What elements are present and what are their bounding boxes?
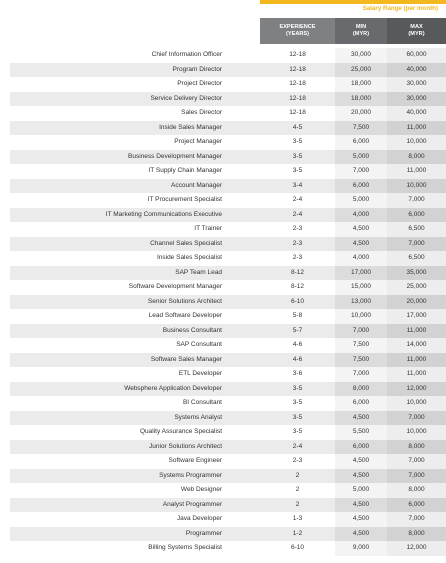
experience-years: 1-3 xyxy=(292,515,303,522)
max-salary: 8,000 xyxy=(387,150,446,165)
experience-years: 3-5 xyxy=(292,167,303,174)
job-title: Project Director xyxy=(177,80,222,87)
min-salary: 5,000 xyxy=(335,193,387,208)
min-salary: 4,500 xyxy=(335,222,387,237)
job-title: Business Development Manager xyxy=(128,152,222,160)
experience-years: 2-3 xyxy=(292,254,303,261)
max-salary: 11,000 xyxy=(387,324,446,339)
min-salary: 10,000 xyxy=(335,309,387,324)
experience-years: 3-5 xyxy=(292,399,303,406)
experience-years: 6-10 xyxy=(290,297,304,305)
experience-column-header xyxy=(260,18,335,44)
min-salary: 18,000 xyxy=(335,77,387,92)
table-row xyxy=(0,353,446,368)
experience-years: 4-6 xyxy=(292,355,303,363)
job-title: SAP Team Lead xyxy=(175,268,222,276)
min-salary: 13,000 xyxy=(335,295,387,310)
experience-years: 12-18 xyxy=(289,80,306,87)
table-row xyxy=(0,193,446,208)
experience-years: 2 xyxy=(295,500,300,508)
table-row xyxy=(0,512,446,527)
table-row xyxy=(0,396,446,411)
job-title: Systems Analyst xyxy=(174,413,222,421)
experience-years: 2 xyxy=(295,486,300,493)
table-row xyxy=(0,63,446,78)
table-row xyxy=(0,324,446,339)
table-row xyxy=(0,121,446,136)
min-salary: 17,000 xyxy=(335,266,387,281)
min-salary: 4,500 xyxy=(335,454,387,469)
experience-years: 2-3 xyxy=(292,457,303,464)
table-row xyxy=(0,237,446,252)
job-title: Analyst Programmer xyxy=(162,500,222,508)
table-row xyxy=(0,541,446,556)
job-title: Service Delivery Director xyxy=(150,94,222,102)
job-title: Software Engineer xyxy=(168,457,222,464)
table-row xyxy=(0,498,446,513)
min-salary: 7,500 xyxy=(335,338,387,353)
max-salary: 8,000 xyxy=(387,527,446,542)
min-salary: 7,000 xyxy=(335,164,387,179)
max-salary: 8,000 xyxy=(387,440,446,455)
job-title: Project Manager xyxy=(174,138,222,145)
table-row xyxy=(0,150,446,165)
min-salary: 4,500 xyxy=(335,469,387,484)
min-salary: 7,500 xyxy=(335,121,387,136)
max-salary: 20,000 xyxy=(387,295,446,310)
job-title: Software Development Manager xyxy=(128,283,222,290)
experience-years: 8-12 xyxy=(290,283,304,290)
table-row xyxy=(0,208,446,223)
max-salary: 6,000 xyxy=(387,498,446,513)
min-salary: 6,000 xyxy=(335,396,387,411)
job-title: Web Designer xyxy=(180,486,222,493)
max-salary: 40,000 xyxy=(387,63,446,78)
job-title: Lead Software Developer xyxy=(148,312,222,319)
job-title: Business Consultant xyxy=(162,326,222,334)
experience-header-line1: EXPERIENCE xyxy=(279,24,316,30)
experience-years: 4-5 xyxy=(292,123,303,131)
max-salary: 10,000 xyxy=(387,396,446,411)
min-salary: 7,500 xyxy=(335,353,387,368)
min-salary: 30,000 xyxy=(335,48,387,63)
max-salary: 11,000 xyxy=(387,367,446,382)
max-salary: 11,000 xyxy=(387,353,446,368)
salary-range-title: Salary Range (per month) xyxy=(362,5,438,12)
experience-years: 2-3 xyxy=(292,225,303,232)
job-title: Chief Information Officer xyxy=(151,51,222,58)
min-salary: 4,000 xyxy=(335,208,387,223)
max-salary: 30,000 xyxy=(387,77,446,92)
experience-years: 4-6 xyxy=(292,341,303,348)
min-salary: 7,000 xyxy=(335,324,387,339)
table-row xyxy=(0,135,446,150)
max-header-line1: MAX xyxy=(410,24,423,30)
min-salary: 6,000 xyxy=(335,179,387,194)
job-title: IT Trainer xyxy=(194,225,222,232)
max-salary: 11,000 xyxy=(387,121,446,136)
job-title: Senior Solutions Architect xyxy=(147,297,222,305)
min-salary: 6,000 xyxy=(335,440,387,455)
table-row xyxy=(0,164,446,179)
max-salary: 7,000 xyxy=(387,454,446,469)
table-row xyxy=(0,440,446,455)
job-title: Websphere Application Developer xyxy=(124,384,222,392)
job-title: Billing Systems Specialist xyxy=(148,544,222,551)
max-salary: 10,000 xyxy=(387,425,446,440)
experience-years: 2-4 xyxy=(292,196,303,203)
min-salary: 6,000 xyxy=(335,135,387,150)
max-salary: 8,000 xyxy=(387,483,446,498)
max-header-line2: (MYR) xyxy=(408,31,425,37)
job-title: Quality Assurance Specialist xyxy=(139,428,222,435)
min-salary: 5,500 xyxy=(335,425,387,440)
job-title: Java Developer xyxy=(176,515,222,522)
experience-years: 2-3 xyxy=(292,239,303,247)
table-row xyxy=(0,280,446,295)
table-row xyxy=(0,454,446,469)
salary-table xyxy=(0,48,446,556)
job-title: Software Sales Manager xyxy=(150,355,222,363)
min-salary: 4,000 xyxy=(335,251,387,266)
min-salary: 7,000 xyxy=(335,367,387,382)
min-salary: 5,000 xyxy=(335,150,387,165)
min-header-line1: MIN xyxy=(355,24,367,30)
max-salary: 6,000 xyxy=(387,208,446,223)
job-title: Junior Solutions Architect xyxy=(149,442,222,450)
experience-years: 2-4 xyxy=(292,210,303,218)
max-salary: 30,000 xyxy=(387,92,446,107)
experience-years: 2-4 xyxy=(292,442,303,450)
job-title: IT Marketing Communications Executive xyxy=(105,210,222,218)
experience-years: 3-4 xyxy=(292,181,303,189)
job-title: Programmer xyxy=(185,529,222,537)
min-salary: 9,000 xyxy=(335,541,387,556)
table-row xyxy=(0,309,446,324)
experience-years: 3-6 xyxy=(292,370,303,377)
max-salary: 7,000 xyxy=(387,193,446,208)
job-title: BI Consultant xyxy=(182,399,222,406)
table-row xyxy=(0,92,446,107)
min-salary: 8,000 xyxy=(335,382,387,397)
max-salary: 11,000 xyxy=(387,164,446,179)
table-row xyxy=(0,77,446,92)
table-row xyxy=(0,483,446,498)
max-salary: 60,000 xyxy=(387,48,446,63)
experience-years: 6-10 xyxy=(290,544,304,551)
max-salary: 7,000 xyxy=(387,512,446,527)
job-title: SAP Consultant xyxy=(176,341,222,348)
max-salary: 6,500 xyxy=(387,222,446,237)
table-row xyxy=(0,106,446,121)
job-title: ETL Developer xyxy=(178,370,222,377)
max-salary: 25,000 xyxy=(387,280,446,295)
max-salary: 10,000 xyxy=(387,179,446,194)
table-row xyxy=(0,425,446,440)
table-row xyxy=(0,295,446,310)
job-title: Channel Sales Specialist xyxy=(150,239,222,247)
max-salary: 12,000 xyxy=(387,382,446,397)
job-title: Inside Sales Specialist xyxy=(156,254,222,261)
min-salary: 4,500 xyxy=(335,498,387,513)
experience-years: 3-5 xyxy=(292,384,303,392)
experience-years: 12-18 xyxy=(289,65,306,73)
max-salary: 17,000 xyxy=(387,309,446,324)
min-salary: 20,000 xyxy=(335,106,387,121)
experience-years: 5-7 xyxy=(292,326,303,334)
experience-years: 8-12 xyxy=(290,268,304,276)
max-salary: 7,000 xyxy=(387,237,446,252)
experience-header-line2: (YEARS) xyxy=(286,31,309,37)
min-salary: 25,000 xyxy=(335,63,387,78)
max-salary: 7,000 xyxy=(387,411,446,426)
min-header-line2: (MYR) xyxy=(352,31,370,37)
max-salary: 10,000 xyxy=(387,135,446,150)
job-title: IT Supply Chain Manager xyxy=(148,167,222,174)
min-salary: 4,500 xyxy=(335,512,387,527)
job-title: Inside Sales Manager xyxy=(159,123,222,131)
experience-years: 3-5 xyxy=(292,428,303,435)
experience-years: 12-18 xyxy=(289,94,306,102)
max-column-header xyxy=(387,18,446,44)
table-row xyxy=(0,367,446,382)
job-title: Systems Programmer xyxy=(159,471,222,479)
table-row xyxy=(0,251,446,266)
job-title: Program Director xyxy=(172,65,222,73)
table-row xyxy=(0,338,446,353)
table-row xyxy=(0,382,446,397)
min-salary: 4,500 xyxy=(335,237,387,252)
job-title: IT Procurement Specialist xyxy=(147,196,222,203)
table-row xyxy=(0,469,446,484)
experience-years: 2 xyxy=(295,471,300,479)
min-column-header xyxy=(335,18,387,44)
experience-years: 12-18 xyxy=(289,51,306,58)
experience-years: 3-5 xyxy=(292,152,303,160)
table-row xyxy=(0,411,446,426)
table-row xyxy=(0,179,446,194)
max-salary: 12,000 xyxy=(387,541,446,556)
table-row xyxy=(0,266,446,281)
max-salary: 7,000 xyxy=(387,469,446,484)
experience-years: 3-5 xyxy=(292,138,303,145)
experience-years: 5-8 xyxy=(292,312,303,319)
experience-years: 12-18 xyxy=(289,109,306,116)
min-salary: 4,500 xyxy=(335,527,387,542)
experience-years: 3-5 xyxy=(292,413,303,421)
table-row xyxy=(0,527,446,542)
max-salary: 6,500 xyxy=(387,251,446,266)
max-salary: 14,000 xyxy=(387,338,446,353)
job-title: Account Manager xyxy=(171,181,222,189)
table-row xyxy=(0,48,446,63)
max-salary: 35,000 xyxy=(387,266,446,281)
min-salary: 15,000 xyxy=(335,280,387,295)
accent-bar xyxy=(260,0,446,4)
min-salary: 4,500 xyxy=(335,411,387,426)
table-row xyxy=(0,222,446,237)
job-title: Sales Director xyxy=(181,109,222,116)
min-salary: 18,000 xyxy=(335,92,387,107)
experience-years: 1-2 xyxy=(292,529,303,537)
max-salary: 40,000 xyxy=(387,106,446,121)
min-salary: 5,000 xyxy=(335,483,387,498)
